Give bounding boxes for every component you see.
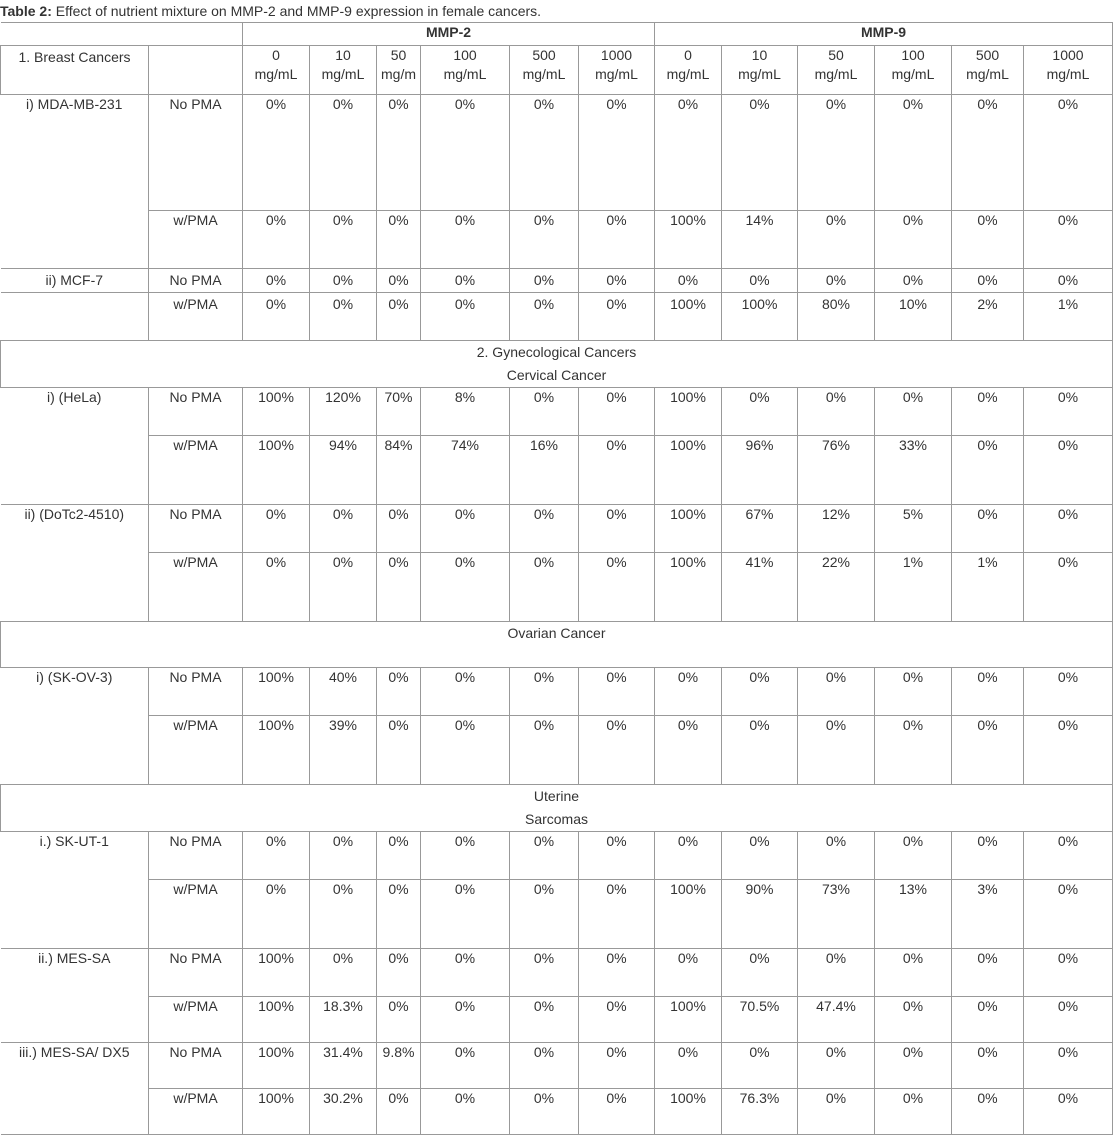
value-cell: 0% [377, 997, 421, 1043]
no-pma-label: No PMA [149, 95, 243, 211]
value-cell: 0% [579, 553, 655, 622]
table-caption [0, 2, 541, 20]
column-header-row [1, 46, 1113, 95]
value-cell: 0% [510, 293, 579, 341]
value-cell: 0% [377, 211, 421, 269]
value-cell: 0% [798, 716, 875, 785]
value-cell: 90% [722, 880, 798, 949]
caption-text: Effect of nutrient mixture on MMP-2 and MMP-9 expression in female cancers. [51, 3, 542, 19]
dose-header [243, 46, 310, 95]
value-cell: 0% [579, 997, 655, 1043]
data-row-mda-no-pma [1, 95, 1113, 211]
value-cell: 0% [310, 505, 377, 553]
value-cell: 0% [310, 553, 377, 622]
value-cell: 100% [243, 1043, 310, 1089]
no-pma-label: No PMA [149, 949, 243, 997]
cell-line-label: ii) MCF-7 [1, 269, 149, 293]
dose-value: 1000 [600, 47, 633, 63]
data-row-hela-no-pma [1, 388, 1113, 436]
data-row-skov-no-pma [1, 668, 1113, 716]
value-cell: 0% [579, 436, 655, 505]
value-cell: 22% [798, 553, 875, 622]
value-cell: 0% [952, 1043, 1024, 1089]
value-cell: 0% [875, 269, 952, 293]
value-cell: 100% [655, 1089, 722, 1135]
value-cell: 0% [310, 95, 377, 211]
value-cell: 100% [243, 436, 310, 505]
value-cell: 0% [421, 505, 510, 553]
value-cell: 0% [377, 832, 421, 880]
dose-header [655, 46, 722, 95]
value-cell: 0% [377, 553, 421, 622]
value-cell: 0% [510, 1043, 579, 1089]
value-cell: 3% [952, 880, 1024, 949]
value-cell: 8% [421, 388, 510, 436]
value-cell: 0% [1024, 716, 1113, 785]
value-cell: 0% [421, 95, 510, 211]
value-cell: 0% [421, 832, 510, 880]
w-pma-label: w/PMA [149, 293, 243, 341]
w-pma-label: w/PMA [149, 716, 243, 785]
data-row-mes-w-pma [1, 997, 1113, 1043]
value-cell: 0% [952, 436, 1024, 505]
value-cell: 0% [655, 269, 722, 293]
value-cell: 0% [310, 211, 377, 269]
value-cell: 0% [722, 269, 798, 293]
dose-unit: mg/mL [254, 66, 298, 82]
value-cell: 13% [875, 880, 952, 949]
value-cell: 0% [722, 949, 798, 997]
value-cell: 0% [510, 880, 579, 949]
dose-header [510, 46, 579, 95]
value-cell: 0% [377, 1089, 421, 1135]
dose-unit: mg/m [381, 66, 416, 82]
value-cell: 100% [722, 293, 798, 341]
dose-unit: mg/mL [595, 66, 638, 82]
no-pma-label: No PMA [149, 505, 243, 553]
dose-header [875, 46, 952, 95]
dose-unit: mg/mL [891, 66, 935, 82]
section-title: Ovarian Cancer [507, 625, 606, 641]
value-cell: 100% [655, 553, 722, 622]
value-cell: 0% [722, 668, 798, 716]
data-row-mes-no-pma [1, 949, 1113, 997]
value-cell: 9.8% [377, 1043, 421, 1089]
value-cell: 0% [510, 388, 579, 436]
dose-unit: mg/mL [966, 66, 1009, 82]
value-cell: 0% [1024, 436, 1113, 505]
value-cell: 0% [421, 997, 510, 1043]
value-cell: 0% [875, 716, 952, 785]
data-row-mcf-no-pma [1, 269, 1113, 293]
value-cell: 0% [310, 293, 377, 341]
value-cell: 100% [655, 211, 722, 269]
value-cell: 0% [1024, 269, 1113, 293]
dose-value: 1000 [1052, 47, 1084, 63]
data-row-skut-w-pma [1, 880, 1113, 949]
value-cell: 0% [243, 880, 310, 949]
value-cell: 0% [875, 668, 952, 716]
value-cell: 0% [243, 553, 310, 622]
cell-line-label: i) MDA-MB-231 [1, 95, 149, 269]
value-cell: 0% [722, 832, 798, 880]
w-pma-label: w/PMA [149, 997, 243, 1043]
value-cell: 0% [579, 211, 655, 269]
section-title: Cervical Cancer [506, 367, 607, 383]
dose-header [722, 46, 798, 95]
w-pma-label: w/PMA [149, 1089, 243, 1135]
value-cell: 0% [952, 832, 1024, 880]
value-cell: 0% [1024, 832, 1113, 880]
value-cell: 0% [798, 668, 875, 716]
data-row-mcf-w-pma [1, 293, 1113, 341]
value-cell: 0% [510, 95, 579, 211]
dose-header [952, 46, 1024, 95]
dose-value: 100 [453, 47, 477, 63]
data-row-mesdx-w-pma [1, 1089, 1113, 1135]
value-cell: 2% [952, 293, 1024, 341]
value-cell: 0% [722, 1043, 798, 1089]
dose-unit: mg/mL [666, 66, 710, 82]
value-cell: 0% [510, 1089, 579, 1135]
value-cell: 0% [655, 95, 722, 211]
dose-value: 10 [751, 47, 768, 63]
value-cell: 0% [1024, 505, 1113, 553]
dose-value: 100 [901, 47, 925, 63]
value-cell: 0% [655, 716, 722, 785]
value-cell: 1% [1024, 293, 1113, 341]
section-uterine [1, 785, 1113, 832]
value-cell: 100% [655, 505, 722, 553]
value-cell: 0% [798, 211, 875, 269]
value-cell: 0% [875, 1089, 952, 1135]
value-cell: 0% [579, 716, 655, 785]
w-pma-label: w/PMA [149, 211, 243, 269]
dose-value: 10 [335, 47, 351, 63]
section-uterine-cell [1, 785, 1113, 832]
value-cell: 0% [1024, 949, 1113, 997]
section-title: Sarcomas [524, 811, 589, 827]
value-cell: 0% [875, 949, 952, 997]
value-cell: 0% [579, 293, 655, 341]
value-cell: 0% [875, 997, 952, 1043]
dose-header [377, 46, 421, 95]
value-cell: 0% [579, 388, 655, 436]
section-ovarian [1, 622, 1113, 668]
dose-unit: mg/mL [522, 66, 566, 82]
value-cell: 0% [510, 716, 579, 785]
w-pma-label: w/PMA [149, 880, 243, 949]
value-cell: 80% [798, 293, 875, 341]
value-cell: 47.4% [798, 997, 875, 1043]
value-cell: 0% [421, 1043, 510, 1089]
value-cell: 0% [377, 95, 421, 211]
value-cell: 0% [421, 1089, 510, 1135]
value-cell: 0% [952, 211, 1024, 269]
value-cell: 0% [421, 949, 510, 997]
value-cell: 0% [421, 668, 510, 716]
value-cell: 0% [1024, 95, 1113, 211]
no-pma-label: No PMA [149, 269, 243, 293]
data-row-hela-w-pma [1, 436, 1113, 505]
value-cell: 120% [310, 388, 377, 436]
value-cell: 0% [798, 949, 875, 997]
value-cell: 0% [421, 269, 510, 293]
value-cell: 100% [655, 436, 722, 505]
value-cell: 100% [243, 716, 310, 785]
data-row-skut-no-pma [1, 832, 1113, 880]
cell-line-label: i) (SK-OV-3) [1, 668, 149, 785]
cell-line-label: i.) SK-UT-1 [1, 832, 149, 949]
data-row-mda-w-pma [1, 211, 1113, 269]
value-cell: 100% [243, 388, 310, 436]
value-cell: 0% [377, 949, 421, 997]
value-cell: 0% [377, 668, 421, 716]
value-cell: 0% [243, 211, 310, 269]
section-gynecological [1, 341, 1113, 388]
value-cell: 0% [421, 211, 510, 269]
value-cell: 0% [243, 293, 310, 341]
value-cell: 0% [1024, 997, 1113, 1043]
value-cell: 0% [1024, 1043, 1113, 1089]
value-cell: 0% [510, 668, 579, 716]
value-cell: 0% [510, 832, 579, 880]
value-cell: 94% [310, 436, 377, 505]
dose-value: 500 [975, 47, 1000, 63]
value-cell: 0% [377, 293, 421, 341]
value-cell: 0% [1024, 388, 1113, 436]
value-cell: 100% [655, 293, 722, 341]
value-cell: 70% [377, 388, 421, 436]
value-cell: 0% [579, 668, 655, 716]
value-cell: 0% [579, 1043, 655, 1089]
value-cell: 0% [952, 716, 1024, 785]
value-cell: 0% [952, 668, 1024, 716]
value-cell: 0% [655, 668, 722, 716]
cell-line-label: ii) (DoTc2-4510) [1, 505, 149, 622]
value-cell: 0% [310, 880, 377, 949]
value-cell: 0% [952, 949, 1024, 997]
value-cell: 0% [875, 1043, 952, 1089]
data-row-dotc-no-pma [1, 505, 1113, 553]
value-cell: 40% [310, 668, 377, 716]
dose-unit: mg/mL [321, 66, 365, 82]
caption-label: Table 2: [0, 3, 52, 19]
value-cell: 76% [798, 436, 875, 505]
value-cell: 74% [421, 436, 510, 505]
mmp9-group-header: MMP-9 [655, 23, 1113, 46]
dose-unit: mg/mL [814, 66, 858, 82]
dose-unit: mg/mL [443, 66, 487, 82]
dose-value: 0 [272, 47, 280, 63]
value-cell: 0% [377, 716, 421, 785]
value-cell: 0% [875, 832, 952, 880]
value-cell: 0% [310, 269, 377, 293]
value-cell: 0% [579, 1089, 655, 1135]
value-cell: 0% [952, 997, 1024, 1043]
value-cell: 0% [952, 388, 1024, 436]
value-cell: 100% [655, 880, 722, 949]
value-cell: 0% [798, 269, 875, 293]
value-cell: 0% [1024, 668, 1113, 716]
value-cell: 100% [243, 1089, 310, 1135]
data-row-dotc-w-pma [1, 553, 1113, 622]
value-cell: 0% [798, 388, 875, 436]
value-cell: 0% [243, 269, 310, 293]
value-cell: 0% [421, 880, 510, 949]
value-cell: 0% [310, 949, 377, 997]
data-row-skov-w-pma [1, 716, 1113, 785]
value-cell: 0% [421, 293, 510, 341]
value-cell: 0% [377, 880, 421, 949]
value-cell: 0% [510, 997, 579, 1043]
value-cell: 14% [722, 211, 798, 269]
value-cell: 100% [655, 997, 722, 1043]
value-cell: 0% [510, 949, 579, 997]
value-cell: 0% [722, 388, 798, 436]
value-cell: 0% [579, 505, 655, 553]
group-header-blank [1, 23, 243, 46]
value-cell: 0% [579, 269, 655, 293]
value-cell: 76.3% [722, 1089, 798, 1135]
value-cell: 0% [952, 95, 1024, 211]
dose-unit: mg/mL [738, 66, 781, 82]
value-cell: 0% [510, 505, 579, 553]
results-table [0, 22, 1113, 1135]
value-cell: 18.3% [310, 997, 377, 1043]
value-cell: 39% [310, 716, 377, 785]
value-cell: 0% [875, 211, 952, 269]
value-cell: 0% [952, 1089, 1024, 1135]
value-cell: 0% [875, 388, 952, 436]
value-cell: 100% [243, 997, 310, 1043]
value-cell: 0% [1024, 553, 1113, 622]
no-pma-label: No PMA [149, 668, 243, 716]
value-cell: 70.5% [722, 997, 798, 1043]
value-cell: 0% [579, 880, 655, 949]
blank-label [1, 293, 149, 341]
value-cell: 0% [377, 505, 421, 553]
dose-value: 0 [684, 47, 692, 63]
value-cell: 67% [722, 505, 798, 553]
section-breast-cancers: 1. Breast Cancers [1, 46, 149, 95]
mmp2-group-header: MMP-2 [243, 23, 655, 46]
value-cell: 0% [579, 832, 655, 880]
dose-header [310, 46, 377, 95]
value-cell: 16% [510, 436, 579, 505]
value-cell: 41% [722, 553, 798, 622]
value-cell: 0% [798, 1089, 875, 1135]
no-pma-label: No PMA [149, 832, 243, 880]
value-cell: 30.2% [310, 1089, 377, 1135]
section-title: 2. Gynecological Cancers [476, 344, 637, 360]
value-cell: 31.4% [310, 1043, 377, 1089]
value-cell: 5% [875, 505, 952, 553]
w-pma-label: w/PMA [149, 436, 243, 505]
value-cell: 12% [798, 505, 875, 553]
value-cell: 0% [421, 716, 510, 785]
value-cell: 1% [952, 553, 1024, 622]
value-cell: 0% [798, 95, 875, 211]
header-blank [149, 46, 243, 95]
value-cell: 0% [377, 269, 421, 293]
no-pma-label: No PMA [149, 1043, 243, 1089]
dose-header [579, 46, 655, 95]
value-cell: 0% [722, 95, 798, 211]
dose-value: 50 [828, 47, 844, 63]
dose-value: 500 [532, 47, 556, 63]
cell-line-label: i) (HeLa) [1, 388, 149, 505]
value-cell: 0% [655, 1043, 722, 1089]
value-cell: 0% [952, 505, 1024, 553]
value-cell: 0% [243, 832, 310, 880]
value-cell: 0% [579, 95, 655, 211]
value-cell: 100% [655, 388, 722, 436]
value-cell: 0% [579, 949, 655, 997]
dose-header [798, 46, 875, 95]
value-cell: 0% [798, 1043, 875, 1089]
value-cell: 73% [798, 880, 875, 949]
section-gynecological-cell [1, 341, 1113, 388]
dose-header [1024, 46, 1113, 95]
value-cell: 10% [875, 293, 952, 341]
value-cell: 0% [655, 832, 722, 880]
dose-unit: mg/mL [1046, 66, 1090, 82]
value-cell: 0% [243, 505, 310, 553]
value-cell: 0% [510, 553, 579, 622]
value-cell: 96% [722, 436, 798, 505]
value-cell: 0% [510, 211, 579, 269]
cell-line-label: iii.) MES-SA/ DX5 [1, 1043, 149, 1135]
value-cell: 0% [1024, 880, 1113, 949]
value-cell: 0% [1024, 1089, 1113, 1135]
section-title: Uterine [533, 788, 580, 804]
value-cell: 0% [952, 269, 1024, 293]
value-cell: 100% [243, 668, 310, 716]
value-cell: 0% [510, 269, 579, 293]
no-pma-label: No PMA [149, 388, 243, 436]
value-cell: 0% [310, 832, 377, 880]
value-cell: 0% [798, 832, 875, 880]
data-row-mesdx-no-pma [1, 1043, 1113, 1089]
w-pma-label: w/PMA [149, 553, 243, 622]
value-cell: 0% [722, 716, 798, 785]
value-cell: 0% [875, 95, 952, 211]
section-ovarian-cell [1, 622, 1113, 668]
cell-line-label: ii.) MES-SA [1, 949, 149, 1043]
value-cell: 0% [421, 553, 510, 622]
value-cell: 0% [243, 95, 310, 211]
value-cell: 84% [377, 436, 421, 505]
value-cell: 1% [875, 553, 952, 622]
dose-header [421, 46, 510, 95]
dose-value: 50 [390, 47, 407, 63]
value-cell: 0% [655, 949, 722, 997]
group-header-row [1, 23, 1113, 46]
value-cell: 100% [243, 949, 310, 997]
value-cell: 0% [1024, 211, 1113, 269]
table-body [1, 23, 1113, 1135]
value-cell: 33% [875, 436, 952, 505]
